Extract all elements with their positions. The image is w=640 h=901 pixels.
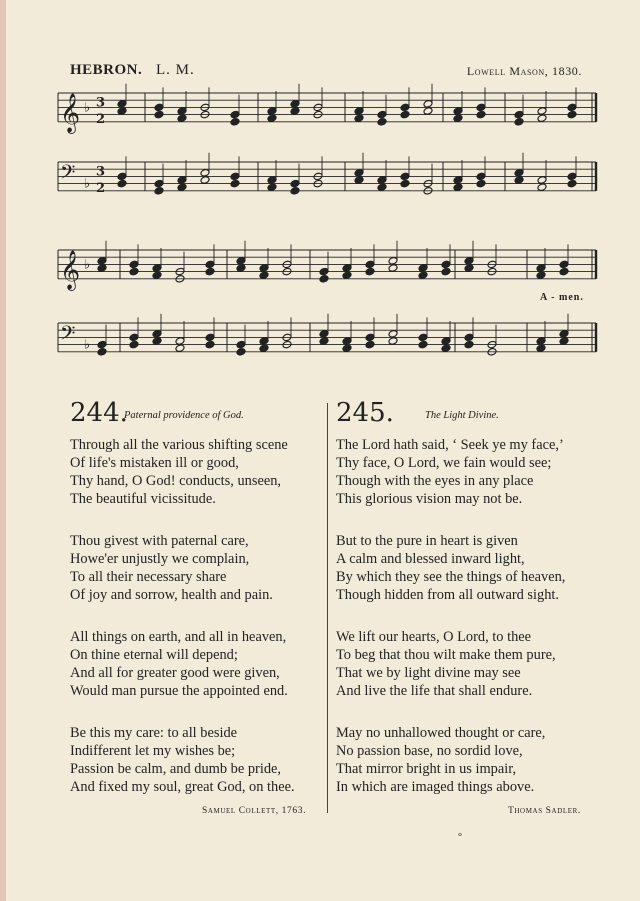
note-head xyxy=(536,264,546,273)
note-head xyxy=(319,337,329,346)
note-head xyxy=(536,271,546,280)
note-head xyxy=(290,179,300,188)
note-head xyxy=(453,183,463,192)
verse-line: Of life's mistaken ill or good, xyxy=(70,455,239,471)
note-head xyxy=(259,264,269,273)
note-head xyxy=(418,340,428,349)
verse-line: We lift our hearts, O Lord, to thee xyxy=(336,629,532,645)
note-head xyxy=(230,179,240,188)
note-head xyxy=(441,344,451,353)
verse-line: That we by light divine may see xyxy=(336,665,521,681)
note-head xyxy=(177,183,187,192)
note-head xyxy=(319,330,329,339)
note-head xyxy=(464,333,474,342)
note-head xyxy=(559,330,569,339)
flat-icon: ♭ xyxy=(84,100,91,116)
note-head xyxy=(117,172,127,181)
verse-line: Thy face, O Lord, we fain would see; xyxy=(336,455,552,471)
note-head xyxy=(354,114,364,123)
note-head xyxy=(154,187,164,196)
note-head xyxy=(567,172,577,181)
note-head xyxy=(418,271,428,280)
note-head xyxy=(236,257,246,266)
note-head xyxy=(230,172,240,181)
verse-line: This glorious vision may not be. xyxy=(336,491,523,507)
bass-clef-icon: 𝄢 xyxy=(60,321,76,350)
note-head xyxy=(365,333,375,342)
flat-icon: ♭ xyxy=(84,337,91,353)
stanza xyxy=(70,436,350,508)
note-head xyxy=(354,107,364,116)
note-head xyxy=(464,340,474,349)
verse-line: And live the life that shall endure. xyxy=(336,683,533,699)
note-head xyxy=(200,176,210,185)
stanza xyxy=(336,532,616,604)
note-head xyxy=(236,340,246,349)
note-head xyxy=(537,107,547,116)
note-head xyxy=(388,257,398,266)
note-head xyxy=(259,337,269,346)
note-head xyxy=(365,340,375,349)
note-head xyxy=(230,118,240,127)
hymn-stanzas xyxy=(336,436,616,820)
verse-line: The beautiful vicissitude. xyxy=(70,491,216,507)
verse-line: Though with the eyes in any place xyxy=(336,473,534,489)
note-head xyxy=(267,183,277,192)
note-head xyxy=(514,110,524,119)
note-head xyxy=(267,176,277,185)
time-signature: 3 xyxy=(96,95,106,111)
note-head xyxy=(97,257,107,266)
stanza xyxy=(70,532,350,604)
hymn-number: 244. xyxy=(70,398,128,428)
note-head xyxy=(537,183,547,192)
note-head xyxy=(129,267,139,276)
hymn-author: Thomas Sadler. xyxy=(508,806,581,816)
verse-line: Thy hand, O God! conducts, unseen, xyxy=(70,473,282,489)
note-head xyxy=(441,267,451,276)
note-head xyxy=(567,179,577,188)
treble-clef-icon: 𝄞 xyxy=(60,249,81,290)
verse-line: Would man pursue the appointed end. xyxy=(70,683,288,699)
note-head xyxy=(97,348,107,357)
note-head xyxy=(400,179,410,188)
note-head xyxy=(117,100,127,109)
note-head xyxy=(400,110,410,119)
note-head xyxy=(559,267,569,276)
note-head xyxy=(354,169,364,178)
verse-line: By which they see the things of heaven, xyxy=(336,569,566,585)
note-head xyxy=(290,100,300,109)
note-head xyxy=(117,107,127,116)
note-head xyxy=(476,110,486,119)
bass-clef-icon: 𝄢 xyxy=(60,160,76,189)
note-head xyxy=(388,330,398,339)
note-head xyxy=(290,107,300,116)
column-divider xyxy=(327,403,328,813)
note-head xyxy=(537,114,547,123)
note-head xyxy=(441,260,451,269)
stanza xyxy=(70,628,350,700)
note-head xyxy=(230,110,240,119)
verse-line: All things on earth, and all in heaven, xyxy=(70,629,287,645)
note-head xyxy=(200,169,210,178)
flat-icon: ♭ xyxy=(84,176,91,192)
note-head xyxy=(177,176,187,185)
note-head xyxy=(464,257,474,266)
note-head xyxy=(205,260,215,269)
note-head xyxy=(464,264,474,273)
verse-line: Through all the various shifting scene xyxy=(70,437,288,453)
note-head xyxy=(514,169,524,178)
note-head xyxy=(152,330,162,339)
note-head xyxy=(117,179,127,188)
note-head xyxy=(365,260,375,269)
verse-line: Of joy and sorrow, health and pain. xyxy=(70,587,273,603)
note-head xyxy=(377,118,387,127)
note-head xyxy=(205,333,215,342)
note-head xyxy=(152,337,162,346)
note-head xyxy=(267,107,277,116)
note-head xyxy=(154,179,164,188)
verse-line: In which are imaged things above. xyxy=(336,779,535,795)
note-head xyxy=(205,267,215,276)
note-head xyxy=(377,176,387,185)
hymn-author: Samuel Collett, 1763. xyxy=(202,806,307,816)
note-head xyxy=(154,110,164,119)
note-head xyxy=(453,107,463,116)
note-head xyxy=(152,264,162,273)
treble-clef-icon: 𝄞 xyxy=(60,92,81,133)
note-head xyxy=(152,271,162,280)
note-head xyxy=(175,344,185,353)
note-head xyxy=(537,176,547,185)
note-head xyxy=(129,340,139,349)
note-head xyxy=(342,344,352,353)
verse-line: And fixed my soul, great God, on thee. xyxy=(70,779,295,795)
verse-line: The Lord hath said, ‘ Seek ye my face,’ xyxy=(336,437,564,453)
note-head xyxy=(259,344,269,353)
note-head xyxy=(453,114,463,123)
note-head xyxy=(236,348,246,357)
note-head xyxy=(514,118,524,127)
page-mark: ° xyxy=(458,832,462,843)
time-signature: 2 xyxy=(96,180,106,196)
note-head xyxy=(177,107,187,116)
note-head xyxy=(259,271,269,280)
verse-line: But to the pure in heart is given xyxy=(336,533,518,549)
verse-line: May no unhallowed thought or care, xyxy=(336,725,546,741)
time-signature: 2 xyxy=(96,111,106,127)
hymn-stanzas xyxy=(70,436,350,820)
note-head xyxy=(175,337,185,346)
note-head xyxy=(476,179,486,188)
verse-line: Be this my care: to all beside xyxy=(70,725,238,741)
note-head xyxy=(342,337,352,346)
verse-line: Howe'er unjustly we complain, xyxy=(70,551,250,567)
note-head xyxy=(267,114,277,123)
note-head xyxy=(342,271,352,280)
note-head xyxy=(154,103,164,112)
tune-name: HEBRON. xyxy=(70,62,143,78)
verse-line: To all their necessary share xyxy=(70,569,227,585)
note-head xyxy=(342,264,352,273)
note-head xyxy=(400,103,410,112)
note-head xyxy=(177,114,187,123)
hymn-number: 245. xyxy=(336,398,394,428)
note-head xyxy=(418,264,428,273)
note-head xyxy=(290,187,300,196)
note-head xyxy=(377,183,387,192)
flat-icon: ♭ xyxy=(84,257,91,273)
note-head xyxy=(441,337,451,346)
stanza xyxy=(336,724,616,796)
time-signature: 3 xyxy=(96,164,106,180)
verse-line: On thine eternal will depend; xyxy=(70,647,238,663)
note-head xyxy=(388,264,398,273)
music-score xyxy=(0,0,640,380)
note-head xyxy=(319,267,329,276)
note-head xyxy=(567,103,577,112)
note-head xyxy=(205,340,215,349)
note-head xyxy=(453,176,463,185)
note-head xyxy=(400,172,410,181)
stanza xyxy=(336,436,616,508)
note-head xyxy=(514,176,524,185)
note-head xyxy=(536,337,546,346)
verse-line: Indifferent let my wishes be; xyxy=(70,743,236,759)
verse-line: No passion base, no sordid love, xyxy=(336,743,523,759)
note-head xyxy=(559,337,569,346)
note-head xyxy=(97,264,107,273)
tune-meter: L. M. xyxy=(156,62,195,78)
note-head xyxy=(236,264,246,273)
note-head xyxy=(423,100,433,109)
verse-line: And all for greater good were given, xyxy=(70,665,280,681)
verse-line: Though hidden from all outward sight. xyxy=(336,587,560,603)
note-head xyxy=(476,103,486,112)
note-head xyxy=(365,267,375,276)
note-head xyxy=(354,176,364,185)
stanza xyxy=(70,724,350,796)
note-head xyxy=(418,333,428,342)
verse-line: That mirror bright in us impair, xyxy=(336,761,517,777)
note-head xyxy=(536,344,546,353)
verse-line: Passion be calm, and dumb be pride, xyxy=(70,761,282,777)
note-head xyxy=(567,110,577,119)
note-head xyxy=(129,333,139,342)
note-head xyxy=(377,110,387,119)
stanza xyxy=(336,628,616,700)
hymn-title: The Light Divine. xyxy=(425,410,499,421)
note-head xyxy=(476,172,486,181)
verse-line: A calm and blessed inward light, xyxy=(336,551,525,567)
note-head xyxy=(129,260,139,269)
note-head xyxy=(97,340,107,349)
amen-label: A - men. xyxy=(540,292,584,303)
hymn-title: Paternal providence of God. xyxy=(124,410,244,421)
note-head xyxy=(559,260,569,269)
note-head xyxy=(319,275,329,284)
verse-line: Thou givest with paternal care, xyxy=(70,533,249,549)
note-head xyxy=(423,107,433,116)
note-head xyxy=(388,337,398,346)
tune-composer: Lowell Mason, 1830. xyxy=(466,64,582,78)
verse-line: To beg that thou wilt make them pure, xyxy=(336,647,556,663)
